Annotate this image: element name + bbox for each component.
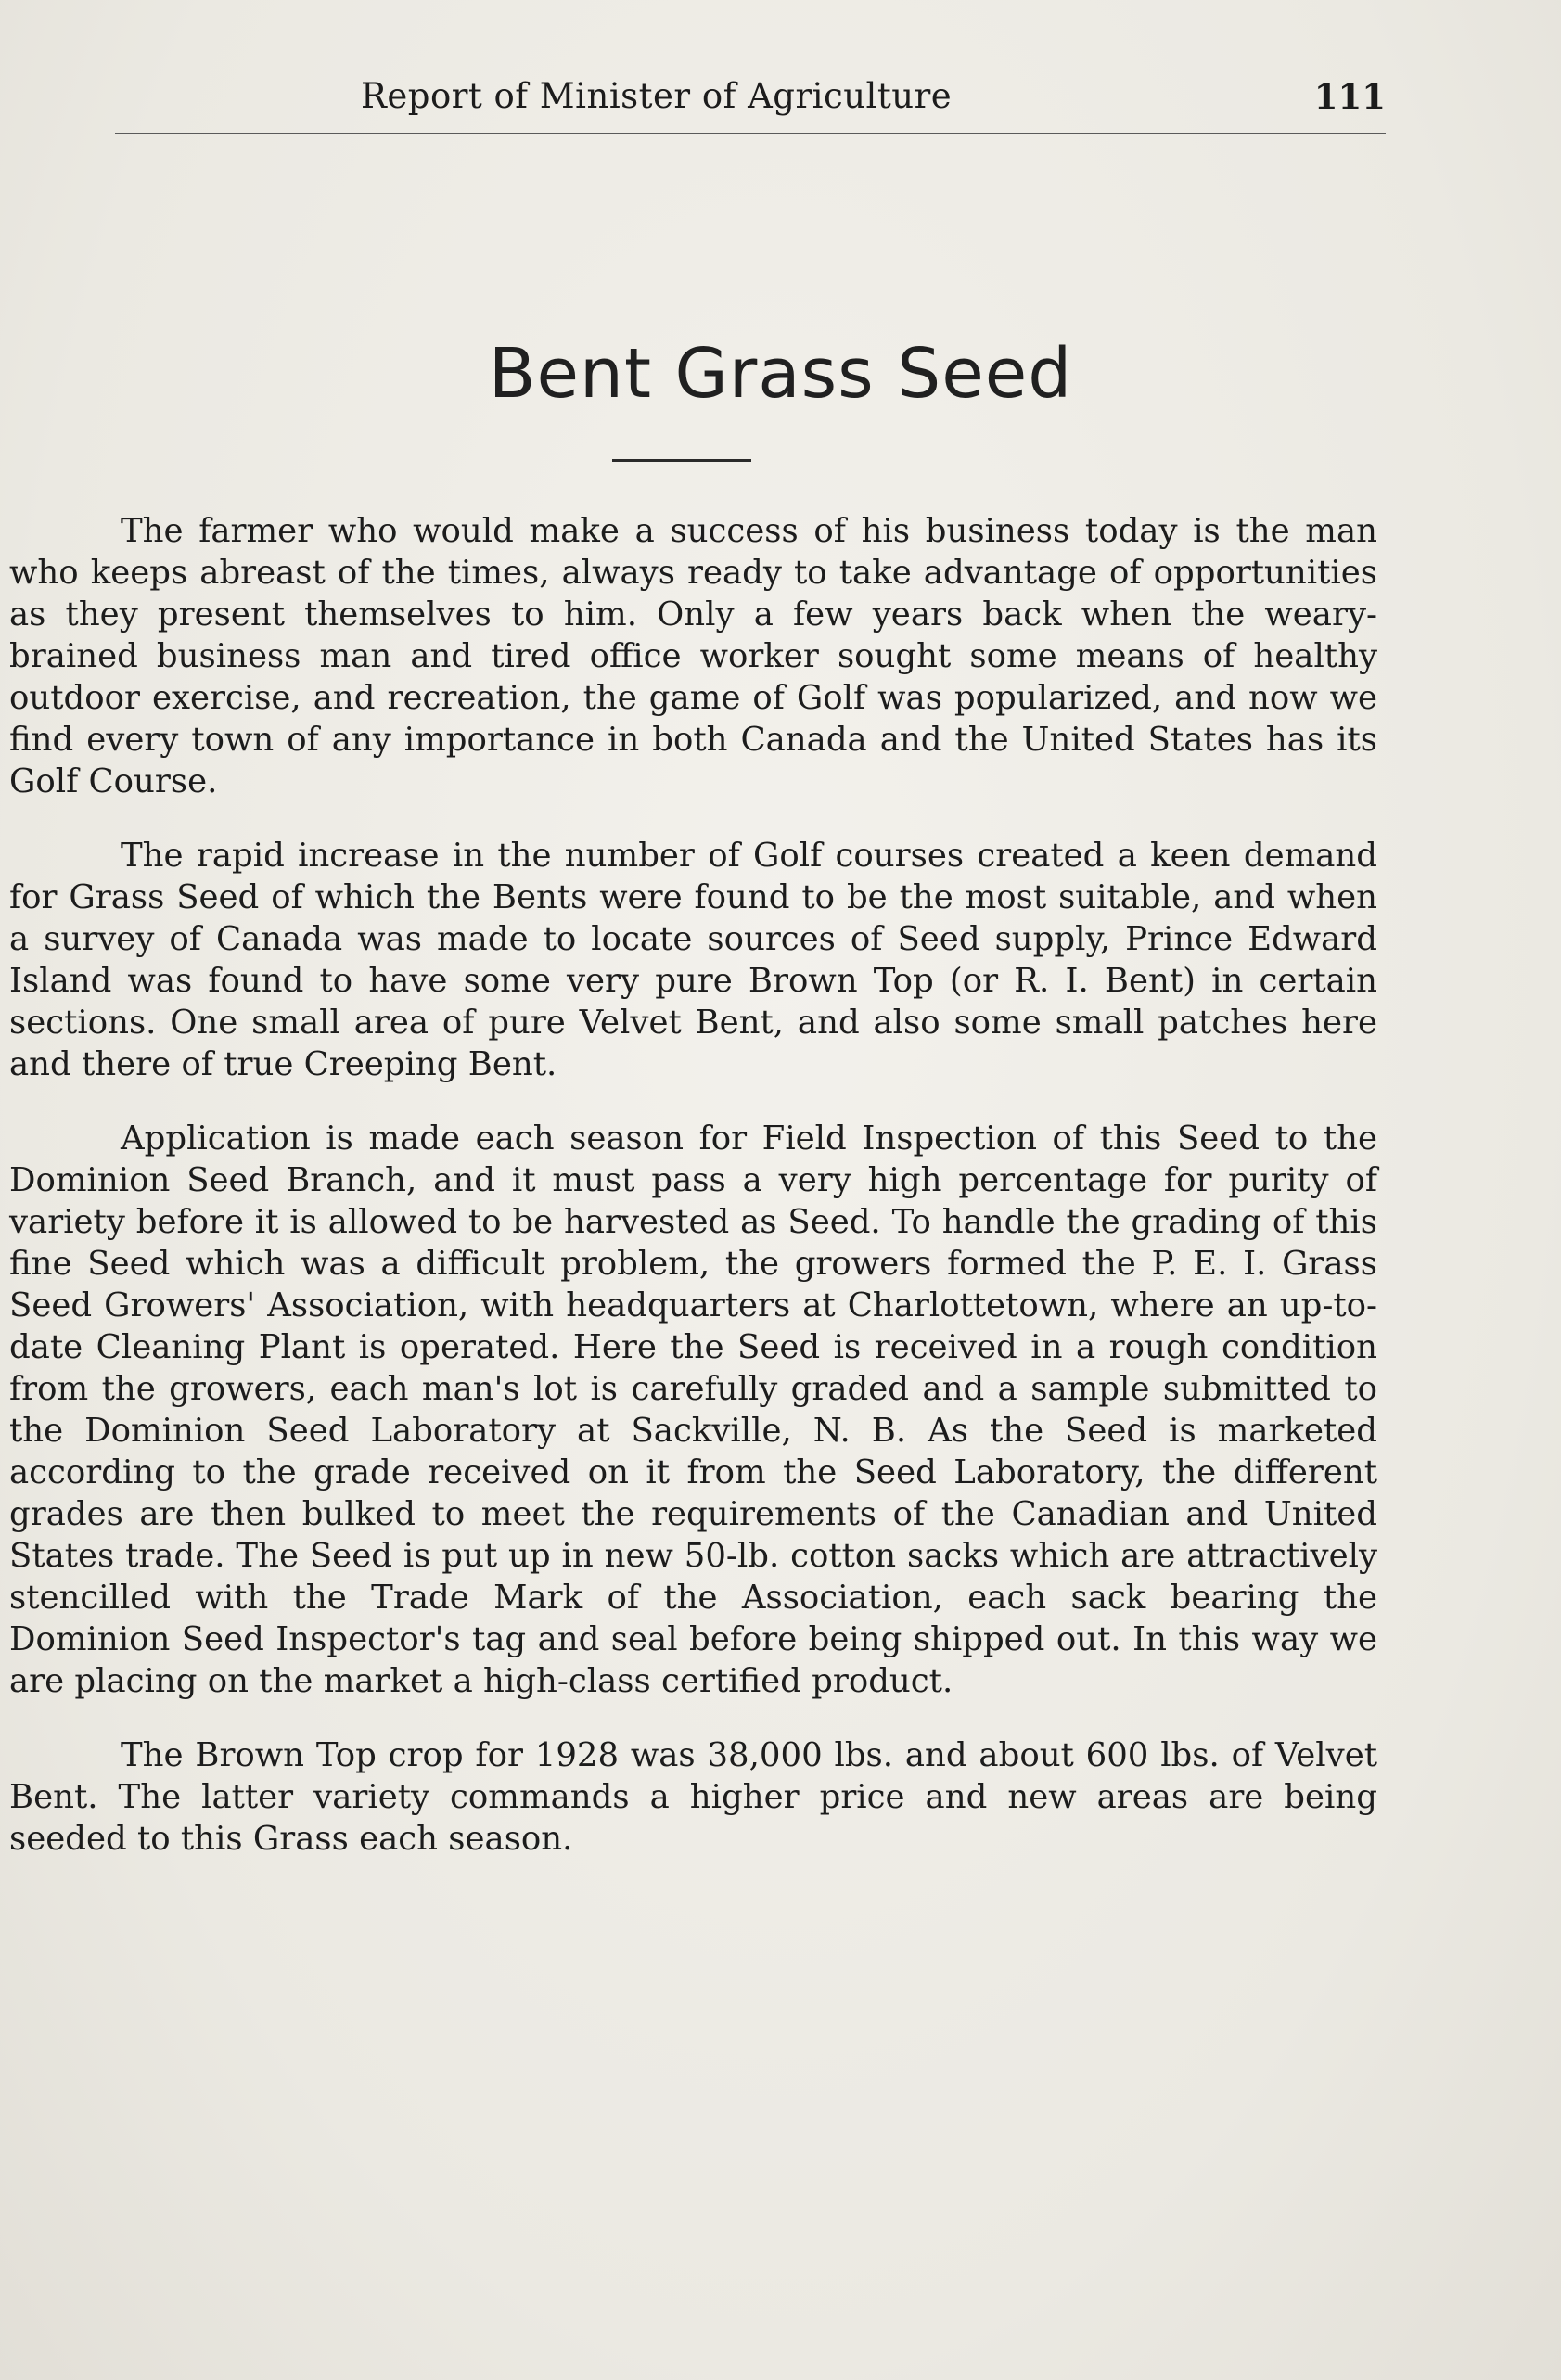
page-header <box>115 76 1386 132</box>
page-number: 111 <box>1313 76 1386 117</box>
paragraph-seed-demand: The rapid increase in the number of Golf courses created a keen demand for Grass Seed of which the Bents were found to be the most suitable, and when a survey of Canada was made to locate sources of Seed supply, Prince Edward Island was found to have some very pure Brown Top (or R. I. Bent) in certain sections. One small area of pure Velvet Bent, and also some small patches here and there of true Creeping Bent. <box>9 837 1377 1083</box>
article-body <box>9 510 1377 1860</box>
title-rule <box>612 459 751 462</box>
paragraph-crop-1928: The Brown Top crop for 1928 was 38,000 lbs. and about 600 lbs. of Velvet Bent. The latter variety commands a higher price and new areas are being seeded to this Grass each season. <box>9 1736 1377 1858</box>
article-title: Bent Grass Seed <box>488 334 1073 414</box>
paragraph-golf-popularity: The farmer who would make a success of his business today is the man who keeps abreast of the times, always ready to take advantage of opportunities as they present themselves to him. Only a few years back when the weary-brained business man and tired office worker sought some means of healthy outdoor exercise, and recreation, the game of Golf was popularized, and now we find every town of any importance in both Canada and the United States has its Golf Course. <box>9 512 1377 800</box>
paragraph-inspection-grading: Application is made each season for Field Inspection of this Seed to the Dominion Seed Branch, and it must pass a very high percentage for purity of variety before it is allowed to be harvested as Seed. To handle the grading of this fine Seed which was a difficult problem, the growers formed the P. E. I. Grass Seed Growers' Association, with headquarters at Charlottetown, where an up-to-date Cleaning Plant is operated. Here the Seed is received in a rough condition from the growers, each man's lot is carefully graded and a sample submitted to the Dominion Seed Laboratory at Sackville, N. B. As the Seed is marketed according to the grade received on it from the Seed Laboratory, the different grades are then bulked to meet the requirements of the Canadian and United States trade. The Seed is put up in new 50-lb. cotton sacks which are attractively stencilled with the Trade Mark of the Association, each sack bearing the Dominion Seed Inspector's tag and seal before being shipped out. In this way we are placing on the market a high-class certified product. <box>9 1120 1377 1700</box>
running-title: Report of Minister of Agriculture <box>361 76 953 116</box>
header-rule <box>115 133 1386 134</box>
